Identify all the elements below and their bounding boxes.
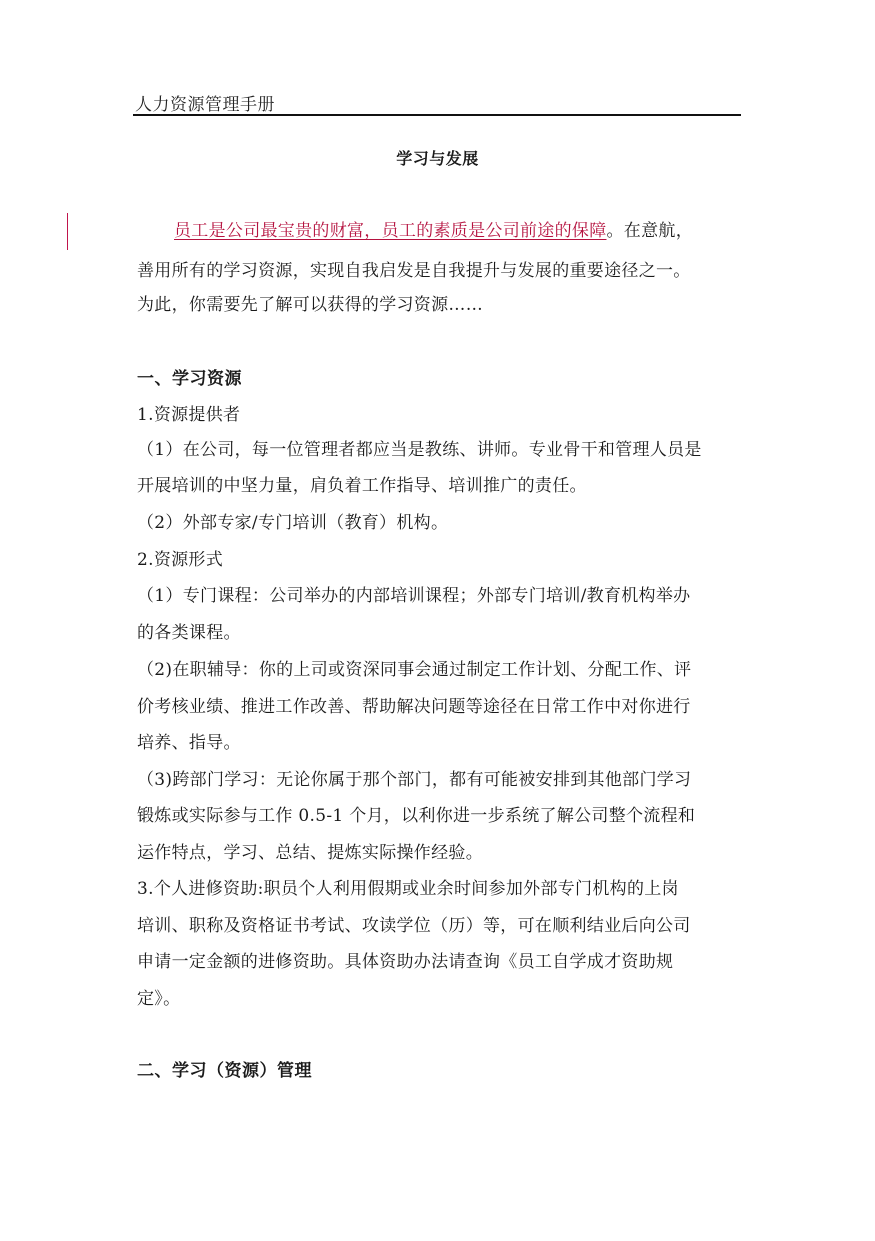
- revision-change-bar: [67, 213, 68, 250]
- body-line: 3.个人进修资助:职员个人利用假期或业余时间参加外部专门机构的上岗: [137, 879, 679, 899]
- intro-paragraph-line-3: 为此，你需要先了解可以获得的学习资源……: [137, 295, 483, 315]
- body-line: （2）外部专家/专门培训（教育）机构。: [137, 513, 449, 533]
- body-line: （1）在公司，每一位管理者都应当是教练、讲师。专业骨干和管理人员是: [137, 440, 702, 460]
- intro-paragraph-line-1: [174, 216, 779, 241]
- body-line: 定》。: [137, 989, 181, 1009]
- body-line: 2.资源形式: [137, 550, 224, 570]
- body-line: （3)跨部门学习：无论你属于那个部门，都有可能被安排到其他部门学习: [137, 770, 692, 790]
- document-title: 学习与发展: [396, 149, 479, 168]
- intro-line-1-rest: 。在意航，: [606, 221, 693, 241]
- body-line: 锻炼或实际参与工作 0.5-1 个月，以利你进一步系统了解公司整个流程和: [137, 806, 696, 826]
- body-line: 申请一定金额的进修资助。具体资助办法请查询《员工自学成才资助规: [137, 952, 674, 972]
- body-line: （1）专门课程：公司举办的内部培训课程；外部专门培训/教育机构举办: [137, 586, 691, 606]
- body-line: 1.资源提供者: [137, 405, 241, 425]
- body-line: 价考核业绩、推进工作改善、帮助解决问题等途径在日常工作中对你进行: [137, 697, 691, 717]
- intro-paragraph-line-2: 善用所有的学习资源，实现自我启发是自我提升与发展的重要途径之一。: [137, 261, 691, 281]
- header-divider: [133, 114, 741, 116]
- page-header-title: 人力资源管理手册: [135, 95, 275, 115]
- section-heading-learning-resources: 一、学习资源: [137, 369, 242, 389]
- body-line: （2)在职辅导：你的上司或资深同事会通过制定工作计划、分配工作、评: [137, 660, 692, 680]
- body-line: 的各类课程。: [137, 623, 241, 643]
- body-line: 培训、职称及资格证书考试、攻读学位（历）等，可在顺利结业后向公司: [137, 916, 691, 936]
- body-line: 培养、指导。: [137, 733, 241, 753]
- body-line: 开展培训的中坚力量，肩负着工作指导、培训推广的责任。: [137, 476, 587, 496]
- highlighted-text: 员工是公司最宝贵的财富，员工的素质是公司前途的保障: [174, 221, 607, 241]
- body-line: 运作特点，学习、总结、提炼实际操作经验。: [137, 843, 483, 863]
- section-heading-learning-management: 二、学习（资源）管理: [137, 1061, 312, 1081]
